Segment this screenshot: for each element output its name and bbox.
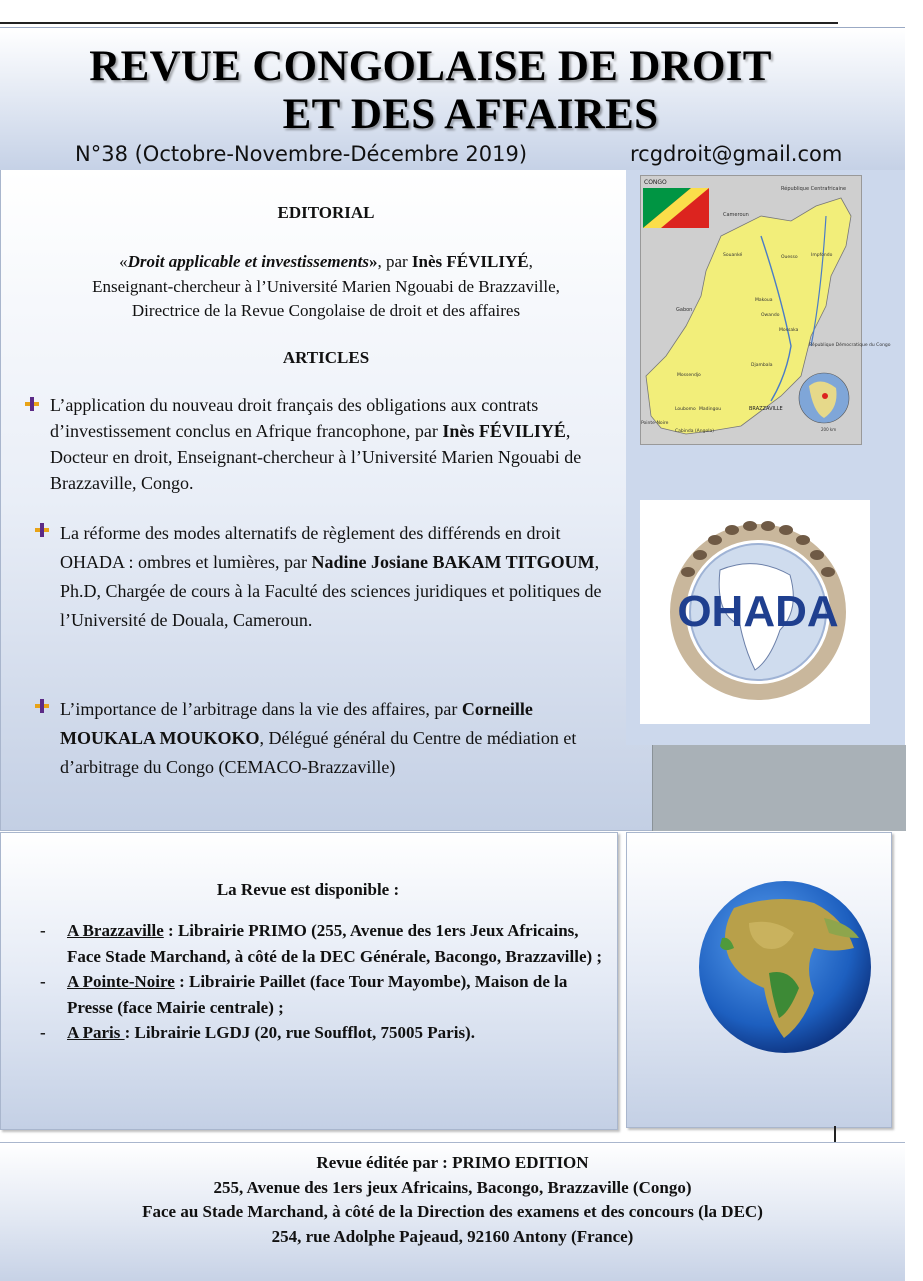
article-author: Corneille MOUKALA MOUKOKO [60,699,533,748]
publisher-info [0,1151,905,1249]
publisher-france-address: 254, rue Adolphe Pajeaud, 92160 Antony (France) [271,1226,634,1246]
plus-bullet-icon [34,522,50,538]
publisher-landmark: Face au Stade Marchand, à côté de la Direction des examens et des concours (la DEC) [142,1202,763,1221]
congo-map-image [640,175,891,445]
contact-email: rcgdroit@gmail.com [630,142,843,166]
publisher-name: Revue éditée par : PRIMO EDITION [316,1153,589,1172]
svg-text:Cameroun: Cameroun [723,212,749,218]
svg-text:BRAZZAVILLE: BRAZZAVILLE [749,406,783,412]
city-name: A Paris [67,1023,125,1042]
article-author: Nadine Josiane BAKAM TITGOUM [311,552,595,572]
globe-image [694,878,876,1056]
article-item-3: L’importance de l’arbitrage dans la vie des affaires, par Corneille MOUKALA MOUKOKO, Délégué général du Centre de médiation et d’arbitrage du Congo (CEMACO-Brazzaville) [60,699,577,777]
editorial-title: Droit applicable et investissements [127,252,369,271]
svg-text:Cabinda (Angola): Cabinda (Angola) [675,429,714,434]
svg-text:Gabon: Gabon [676,307,693,313]
svg-text:Mossaka: Mossaka [779,328,799,333]
publisher-address: 255, Avenue des 1ers jeux Africains, Bacongo, Brazzaville (Congo) [213,1177,692,1197]
availability-list [40,918,605,1046]
list-item: - A Brazzaville : Librairie PRIMO (255, Avenue des 1ers Jeux Africains, Face Stade Marchand, à côté de la DEC Générale, Bacongo, Brazzaville) ; [40,921,603,966]
grey-block [652,745,906,831]
svg-text:Makoua: Makoua [755,298,773,303]
issue-number: N°38 (Octobre-Novembre-Décembre 2019) [75,142,528,166]
editorial-affiliation: Enseignant-chercheur à l’Université Marien Ngouabi de Brazzaville, [92,276,560,296]
plus-bullet-icon [24,396,40,412]
top-rule [0,22,838,24]
plus-bullet-icon [34,698,50,714]
svg-text:Souanké: Souanké [723,253,743,258]
editorial-title-line: «Droit applicable et investissements», par Inès FÉVILIYÉ, [119,252,533,271]
list-item: - A Paris : Librairie LGDJ (20, rue Soufflot, 75005 Paris). [40,1023,475,1042]
editorial-heading: EDITORIAL [277,203,375,222]
availability-heading: La Revue est disponible : [216,880,400,899]
journal-title-line2: ET DES AFFAIRES [282,91,659,138]
article-item-1: L’application du nouveau droit français des obligations aux contrats d’investissement conclus en Afrique francophone, par Inès FÉVILIYÉ, Docteur en droit, Enseignant-chercheur à l’Université Marien Ngouabi de Brazzaville, Congo. [50,395,582,493]
svg-text:Madingou: Madingou [699,407,722,412]
editorial-entry [20,250,632,324]
svg-text:Ouesso: Ouesso [781,255,798,260]
divider [834,1126,836,1142]
svg-text:Pointe-Noire: Pointe-Noire [641,421,669,426]
svg-text:Impfondo: Impfondo [811,253,833,258]
svg-text:République Centrafricaine: République Centrafricaine [781,186,847,192]
ohada-logo [640,500,870,724]
ohada-logo-text: OHADA [677,587,839,636]
svg-text:République Démocratique du Con: République Démocratique du Congo [809,343,891,348]
editorial-author: Inès FÉVILIYÉ [411,252,529,271]
svg-text:200 km: 200 km [821,427,837,432]
articles-heading: ARTICLES [282,348,370,367]
article-author: Inès FÉVILIYÉ [442,421,566,441]
list-item: - A Pointe-Noire : Librairie Paillet (face Tour Mayombe), Maison de la Presse (face Mairie centrale) ; [40,972,568,1017]
city-name: A Brazzaville [67,921,164,940]
svg-text:Owando: Owando [761,313,780,318]
journal-title-line1: REVUE CONGOLAISE DE DROIT [89,43,772,90]
svg-text:Djambala: Djambala [751,363,773,368]
svg-text:Mossendjo: Mossendjo [677,373,701,378]
map-label: CONGO [644,179,667,186]
article-item-2: La réforme des modes alternatifs de règlement des différends en droit OHADA : ombres et lumières, par Nadine Josiane BAKAM TITGOUM, Ph.D, Chargée de cours à la Faculté des sciences juridiques et politiques de l’Université de Douala, Cameroun. [60,523,602,630]
svg-text:Loubomo: Loubomo [675,407,696,412]
editorial-role: Directrice de la Revue Congolaise de droit et des affaires [131,301,521,320]
city-name: A Pointe-Noire [67,972,175,991]
masthead [0,27,905,172]
